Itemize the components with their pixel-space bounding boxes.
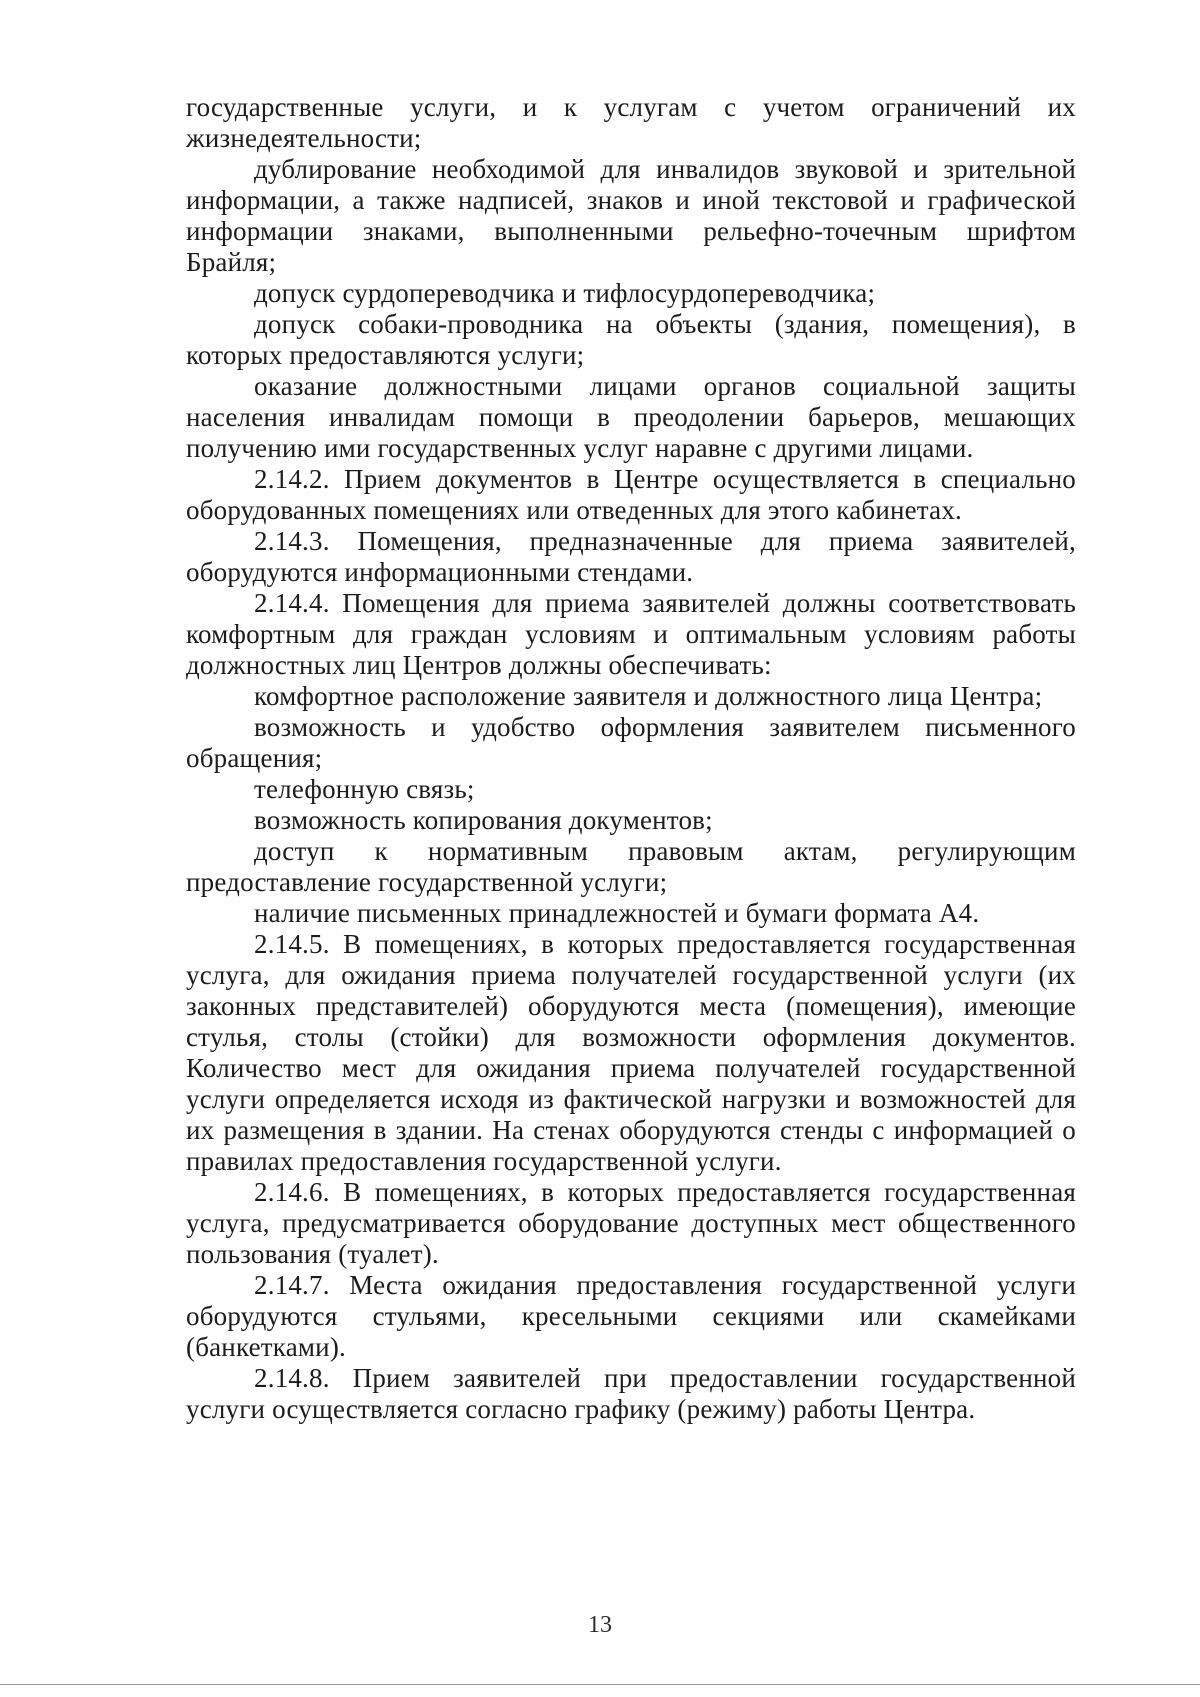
paragraph-2-14-4: 2.14.4. Помещения для приема заявителей должны соответствовать комфортным для граждан условиям и оптимальным условиям работы должностных лиц Центров должны обеспечивать: bbox=[186, 588, 1076, 680]
list-item-legal-acts: доступ к нормативным правовым актам, регулирующим предоставление государственной услуги; bbox=[186, 836, 1076, 897]
document-body bbox=[186, 92, 1076, 1425]
paragraph-2-14-7: 2.14.7. Места ожидания предоставления государственной услуги оборудуются стульями, кресельными секциями или скамейками (банкетками). bbox=[186, 1270, 1076, 1362]
paragraph-2-14-2: 2.14.2. Прием документов в Центре осуществляется в специально оборудованных помещениях или отведенных для этого кабинетах. bbox=[186, 464, 1076, 525]
scan-edge-line bbox=[0, 1684, 1200, 1685]
paragraph-2-14-6: 2.14.6. В помещениях, в которых предоставляется государственная услуга, предусматривается оборудование доступных мест общественного пользования (туалет). bbox=[186, 1177, 1076, 1269]
paragraph-2-14-5: 2.14.5. В помещениях, в которых предоставляется государственная услуга, для ожидания приема получателей государственной услуги (их законных представителей) оборудуются места (помещения), имеющие стулья, столы (стойки) для возможности оформления документов. Количество мест для ожидания приема получателей государственной услуги определяется исходя из фактической нагрузки и возможностей для их размещения в здании. На стенах оборудуются стенды с информацией о правилах предоставления государственной услуги. bbox=[186, 929, 1076, 1176]
page-number: 13 bbox=[588, 1612, 612, 1638]
list-item-telephone: телефонную связь; bbox=[254, 774, 475, 804]
list-item-stationery: наличие письменных принадлежностей и бумаги формата А4. bbox=[254, 898, 980, 928]
paragraph-braille-duplication: дублирование необходимой для инвалидов звуковой и зрительной информации, а также надписей, знаков и иной текстовой и графической информации знаками, выполненными рельефно-точечным шрифтом Брайля; bbox=[186, 154, 1076, 277]
paragraph-2-14-8: 2.14.8. Прием заявителей при предоставлении государственной услуги осуществляется согласно графику (режиму) работы Центра. bbox=[186, 1363, 1076, 1424]
list-item-copying: возможность копирования документов; bbox=[254, 805, 713, 835]
paragraph-continuation: государственные услуги, и к услугам с учетом ограничений их жизнедеятельности; bbox=[186, 92, 1076, 153]
list-item-written-appeal: возможность и удобство оформления заявителем письменного обращения; bbox=[186, 712, 1076, 773]
paragraph-sign-interpreter: допуск сурдопереводчика и тифлосурдопереводчика; bbox=[254, 278, 876, 308]
paragraph-guide-dog: допуск собаки-проводника на объекты (здания, помещения), в которых предоставляются услуги; bbox=[186, 309, 1076, 370]
paragraph-2-14-3: 2.14.3. Помещения, предназначенные для приема заявителей, оборудуются информационными стендами. bbox=[186, 526, 1076, 587]
list-item-comfortable-placement: комфортное расположение заявителя и должностного лица Центра; bbox=[254, 681, 1043, 711]
paragraph-staff-assistance: оказание должностными лицами органов социальной защиты населения инвалидам помощи в преодолении барьеров, мешающих получению ими государственных услуг наравне с другими лицами. bbox=[186, 371, 1076, 463]
